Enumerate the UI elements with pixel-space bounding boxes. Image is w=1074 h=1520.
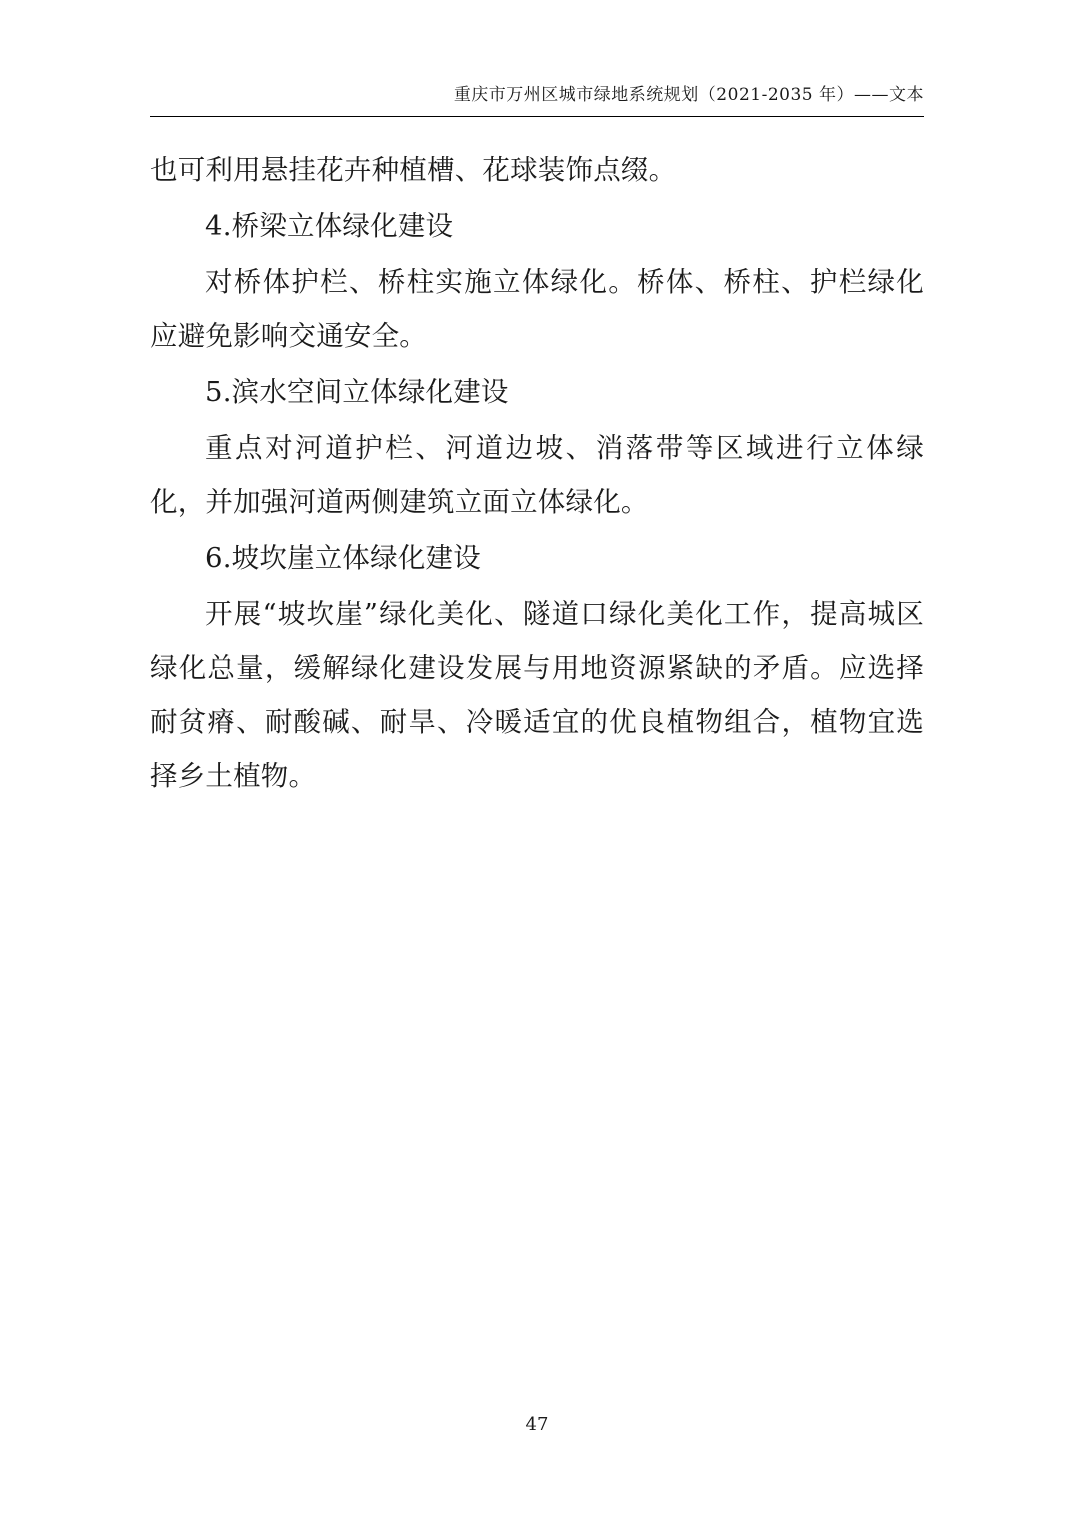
paragraph: 对桥体护栏、桥柱实施立体绿化。桥体、桥柱、护栏绿化应避免影响交通安全。 <box>150 265 924 352</box>
paragraph: 重点对河道护栏、河道边坡、消落带等区域进行立体绿化，并加强河道两侧建筑立面立体绿化。 <box>150 431 924 518</box>
paragraph-heading-5: 5.滨水空间立体绿化建设 <box>205 375 509 408</box>
paragraph-heading-4: 4.桥梁立体绿化建设 <box>205 209 454 242</box>
page-content <box>150 84 924 805</box>
page-number: 47 <box>525 1414 549 1435</box>
header-divider <box>150 116 924 117</box>
running-header: 重庆市万州区城市绿地系统规划（2021-2035 年）——文本 <box>453 85 924 105</box>
paragraph: 也可利用悬挂花卉种植槽、花球装饰点缀。 <box>150 153 677 186</box>
paragraph-heading-6: 6.坡坎崖立体绿化建设 <box>205 541 481 574</box>
paragraph: 开展“坡坎崖”绿化美化、隧道口绿化美化工作，提高城区绿化总量，缓解绿化建设发展与用地资源紧缺的矛盾。应选择耐贫瘠、耐酸碱、耐旱、冷暖适宜的优良植物组合，植物宜选择乡土植物。 <box>150 597 924 792</box>
